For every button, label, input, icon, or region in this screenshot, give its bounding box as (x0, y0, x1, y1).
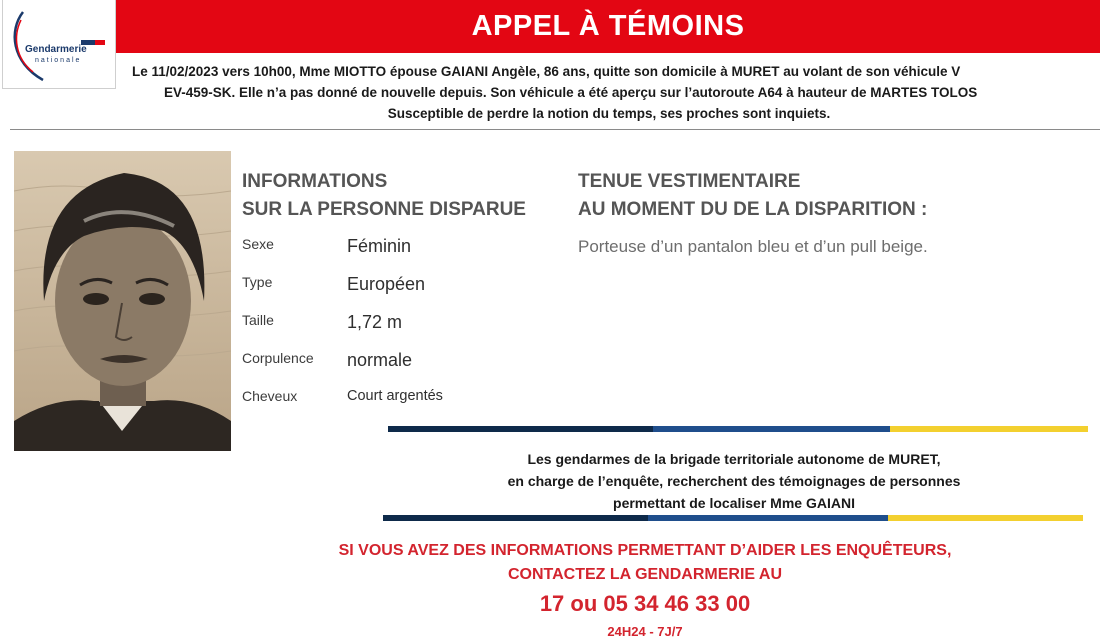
person-info-title: INFORMATIONS SUR LA PERSONNE DISPARUE (242, 171, 526, 220)
logo-wordmark: Gendarmerie (25, 44, 87, 55)
appeal-line-1: SI VOUS AVEZ DES INFORMATIONS PERMETTANT D’AIDER LES ENQUÊTEURS, (338, 542, 952, 559)
contact-appeal (0, 539, 1100, 587)
divider (10, 129, 1100, 130)
info-label: Cheveux (242, 388, 298, 404)
page-title-banner (116, 0, 1100, 53)
missing-person-photo (14, 151, 231, 451)
info-label: Corpulence (242, 350, 314, 366)
info-label: Sexe (242, 236, 274, 252)
info-row-sexe (242, 232, 542, 270)
decorative-bar-bottom (383, 515, 1083, 521)
info-row-corpulence (242, 346, 542, 384)
brigade-line-1: Les gendarmes de la brigade territoriale autonome de MURET, (527, 451, 941, 467)
person-info-table (242, 232, 542, 422)
appeal-line-2: CONTACTEZ LA GENDARMERIE AU (507, 566, 783, 583)
info-value: normale (347, 350, 413, 370)
brigade-notice (384, 448, 1084, 514)
info-row-type (242, 270, 542, 308)
intro-paragraph (118, 61, 1100, 124)
decorative-bar-top (388, 426, 1088, 432)
intro-line-1: Le 11/02/2023 vers 10h00, Mme MIOTTO épouse GAIANI Angèle, 86 ans, quitte son domicile à MURET au volant de son véhicule V (132, 64, 961, 79)
brigade-line-3: permettant de localiser Mme GAIANI (613, 495, 855, 511)
info-label: Taille (242, 312, 274, 328)
clothing-description: Porteuse d’un pantalon bleu et d’un pull beige. (578, 237, 928, 256)
page-title: APPEL À TÉMOINS (471, 10, 745, 42)
info-row-cheveux (242, 384, 542, 422)
intro-line-2: EV-459-SK. Elle n’a pas donné de nouvelle depuis. Son véhicule a été aperçu sur l’autoroute A64 à hauteur de MARTES TOLOS (164, 85, 978, 100)
logo-subtext: nationale (35, 57, 82, 64)
info-value: Féminin (347, 236, 412, 256)
gendarmerie-logo (2, 0, 116, 89)
contact-hours: 24H24 - 7J/7 (607, 624, 683, 639)
info-value: Court argentés (347, 388, 443, 404)
info-label: Type (242, 274, 273, 290)
info-value: Européen (347, 274, 426, 294)
info-row-taille (242, 308, 542, 346)
brigade-line-2: en charge de l’enquête, recherchent des témoignages de personnes (507, 473, 961, 489)
info-value: 1,72 m (347, 312, 403, 332)
contact-phone: 17 ou 05 34 46 33 00 (539, 591, 751, 616)
clothing-title: TENUE VESTIMENTAIRE AU MOMENT DU DE LA DISPARITION : (578, 171, 928, 220)
intro-line-3: Susceptible de perdre la notion du temps, ses proches sont inquiets. (387, 106, 831, 121)
